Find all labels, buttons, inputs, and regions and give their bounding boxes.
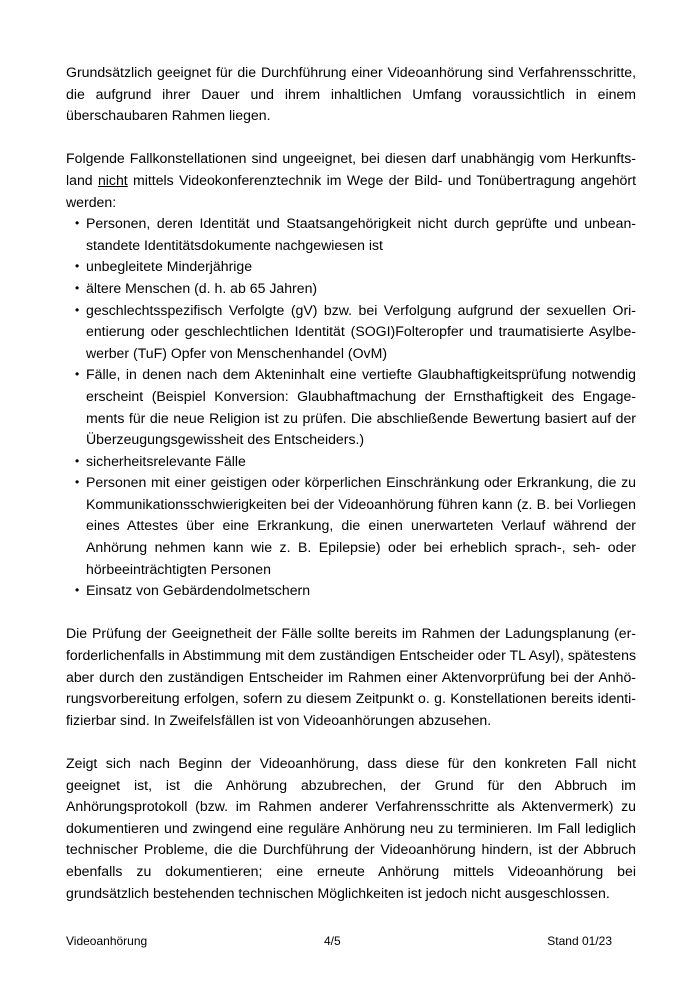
list-item-text: ältere Menschen (d. h. ab 65 Jahren)	[86, 279, 318, 296]
bullet-icon: •	[75, 259, 80, 274]
list-item-text: geschlechtsspezifisch Verfolgte (gV) bzw. bei Verfolgung aufgrund der sexuellen Orientierung oder geschlechtlichen Identität (SOGI)Folteropfer und traumatisierte Asylbewerber (TuF) Opfer von Menschenhandel (OvM)	[86, 301, 636, 361]
list-item	[66, 256, 636, 278]
list-item-text: unbegleitete Minderjährige	[86, 258, 253, 275]
paragraph-spacer	[66, 127, 636, 149]
intro-text-start: Folgende Fallkonstellationen sind ungeeignet, bei diesen darf unabhängig vom Herkunftsland	[66, 150, 636, 188]
list-item-text: sicherheitsrelevante Fälle	[86, 452, 246, 469]
bullet-icon: •	[75, 280, 80, 295]
bullet-icon: •	[75, 216, 80, 231]
paragraph-spacer	[66, 602, 636, 624]
list-item	[66, 300, 636, 365]
list-item	[66, 451, 636, 473]
list-item-text: Einsatz von Gebärdendolmetschern	[86, 582, 311, 599]
list-item	[66, 278, 636, 300]
list-item	[66, 213, 636, 256]
underlined-word: nicht	[97, 171, 128, 188]
list-item	[66, 364, 636, 450]
paragraph-unsuitable-intro	[66, 148, 636, 213]
bullet-icon: •	[75, 583, 80, 598]
footer-version: Stand 01/23	[547, 934, 612, 948]
footer-document-title: Videoanhörung	[66, 934, 148, 948]
paragraph-suitability: Grundsätzlich geeignet für die Durchführung einer Videoanhörung sind Verfahrensschritte, die aufgrund ihrer Dauer und ihrem inhaltlichen Umfang voraussichtlich in einem überschaubaren Rahmen liegen.	[66, 64, 636, 124]
bullet-icon: •	[75, 475, 80, 490]
paragraph-abort-procedure: Zeigt sich nach Beginn der Videoanhörung, dass diese für den konkreten Fall nicht geeignet ist, ist die Anhörung abzubrechen, der Grund für den Abbruch im Anhörungsprotokoll (bzw. im Rahmen anderer Verfahrensschritte als Aktenvermerk) zu dokumentieren und zwingend eine reguläre Anhörung neu zu terminieren. Im Fall lediglich technischer Probleme, die die Durchführung der Videoanhörung hindern, ist der Abbruch ebenfalls zu dokumentieren; eine erneute Anhörung mittels Videoanhörung bei grundsätzlich bestehenden technischen Möglichkeiten ist jedoch nicht ausgeschlossen.	[66, 755, 636, 901]
paragraph-suitability-check: Die Prüfung der Geeignetheit der Fälle sollte bereits im Rahmen der Ladungsplanung (erforderlichenfalls in Abstimmung mit dem zuständigen Entscheider oder TL Asyl), spätestens aber durch den zuständigen Entscheider im Rahmen einer Aktenvorprüfung bei der Anhörungsvorbereitung erfolgen, sofern zu diesem Zeitpunkt o. g. Konstellationen bereits identifizierbar sind. In Zweifelsfällen ist von Videoanhörungen abzusehen.	[66, 625, 636, 728]
list-item	[66, 472, 636, 580]
paragraph-spacer	[66, 731, 636, 753]
bullet-icon: •	[75, 367, 80, 382]
list-item-text: Personen mit einer geistigen oder körperlichen Einschränkung oder Erkrankung, die zu Kommunikationsschwierigkeiten bei der Videoanhörung führen kann (z. B. bei Vorliegen eines Attestes über eine Erkrankung, die einen unerwarteten Verlauf während der Anhörung nehmen kann wie z. B. Epilepsie) oder bei erheblich sprach-, seh- oder hörbeeinträchtigten Personen	[86, 474, 636, 577]
bullet-icon: •	[75, 302, 80, 317]
list-item	[66, 580, 636, 602]
list-item-text: Personen, deren Identität und Staatsangehörigkeit nicht durch geprüfte und unbeanstandete Identitätsdokumente nachgewiesen ist	[86, 215, 636, 253]
document-body	[66, 62, 636, 904]
list-item-text: Fälle, in denen nach dem Akteninhalt eine vertiefte Glaubhaftigkeitsprüfung notwendig erscheint (Beispiel Konversion: Glaubhaftmachung der Ernsthaftigkeit des Engagements für die neue Religion ist zu prüfen. Die abschließende Bewertung basiert auf der Überzeugungsgewissheit des Entscheiders.)	[86, 366, 636, 448]
bullet-icon: •	[75, 453, 80, 468]
intro-text-end: mittels Videokonferenztechnik im Wege der Bild- und Tonübertragung angehört werden:	[66, 171, 636, 210]
footer-page-number: 4/5	[324, 934, 341, 948]
unsuitable-cases-list	[66, 213, 636, 602]
